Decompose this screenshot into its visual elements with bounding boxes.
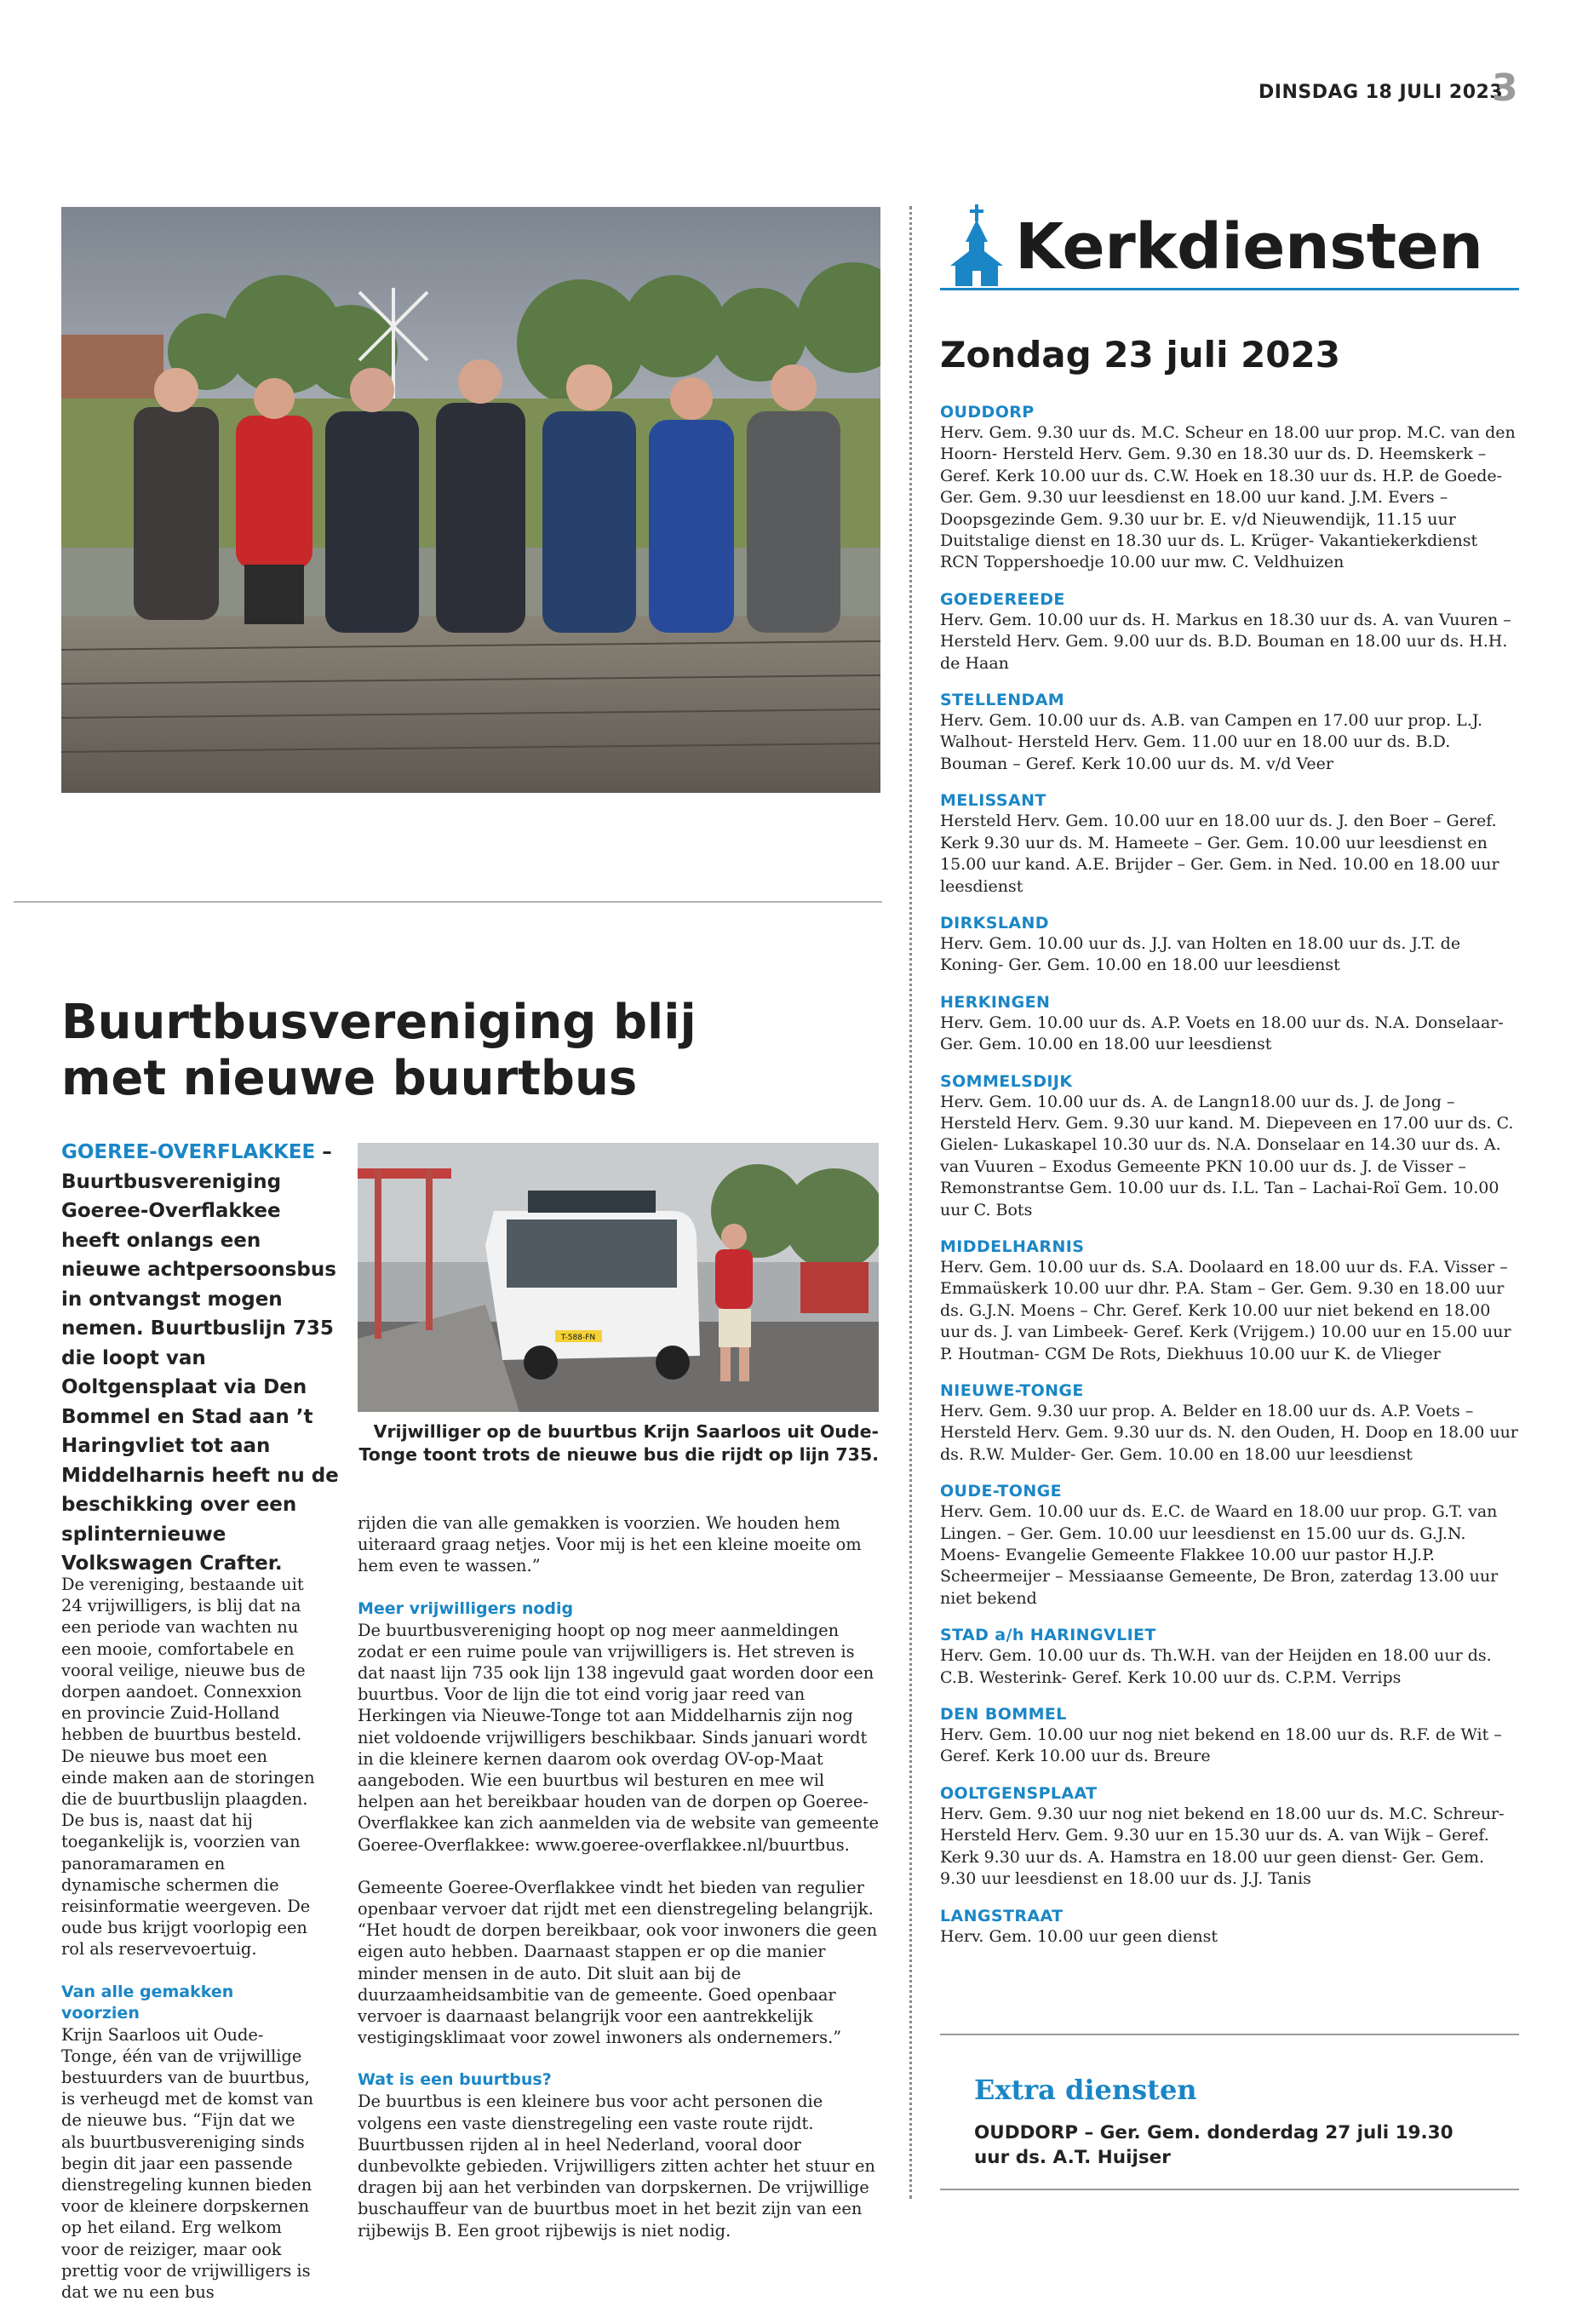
subheading: Van alle gemakken voorzien xyxy=(61,1982,234,2023)
service-entry xyxy=(940,589,1521,674)
church-service-list xyxy=(940,402,1521,1963)
subheading: Meer vrijwilligers nodig xyxy=(358,1598,574,1618)
headline-line-1: Buurtbusvereniging blij xyxy=(61,995,697,1050)
service-text: Hersteld Herv. Gem. 10.00 uur en 18.00 uur ds. J. den Boer – Geref. Kerk 9.30 uur ds. M. Hameete – Ger. Gem. 10.00 uur leesdienst en 15.00 uur kand. A.E. Brijder – Ger. Gem. in Ned. 10.00 en 18.00 uur leesdienst xyxy=(940,812,1499,896)
service-text: Herv. Gem. 10.00 uur ds. A.B. van Campen en 17.00 uur prop. L.J. Walhout- Hersteld Herv. Gem. 11.00 uur en 18.00 uur ds. B.D. Bouman – Geref. Kerk 10.00 uur ds. M. v/d Veer xyxy=(940,711,1483,773)
service-text: Herv. Gem. 10.00 uur ds. A. de Langn18.00 uur ds. J. de Jong – Hersteld Herv. Gem. 9.30 uur kand. M. Diepeveen en 17.00 uur ds. C. Gielen- Lukaskapel 10.30 uur ds. N.A. Donselaar en 14.30 uur ds. A. van Vuuren – Exodus Gemeente PKN 10.00 uur ds. J. de Visser – Remonstrantse Gem. 10.00 uur ds. I.L. Tan – Lachai-Roï Gem. 10.00 uur C. Bots xyxy=(940,1092,1514,1219)
service-place: GOEDEREEDE xyxy=(940,589,1065,609)
article-column-1 xyxy=(61,1574,317,2324)
service-text: Herv. Gem. 10.00 uur ds. S.A. Doolaard en 18.00 uur ds. F.A. Visser – Emmaüskerk 10.00 uur dhr. P.A. Stam – Ger. Gem. 9.30 en 18.00 uur ds. G.J.N. Moens – Chr. Geref. Kerk 10.00 uur niet bekend en 18.00 uur ds. J. van Limbeek- Geref. Kerk (Vrijgem.) 10.00 uur en 15.00 uur P. Houtman- CGM De Rots, Diekhuus 10.00 uur K. de Vlieger xyxy=(940,1257,1511,1363)
service-place: DEN BOMMEL xyxy=(940,1705,1067,1724)
service-entry xyxy=(940,690,1521,775)
subheading: Wat is een buurtbus? xyxy=(358,2070,552,2090)
service-text: Herv. Gem. 10.00 uur ds. H. Markus en 18.30 uur ds. A. van Vuuren – Hersteld Herv. Gem. 9.00 uur ds. B.D. Bouman en 18.00 uur ds. H.H. de Haan xyxy=(940,610,1511,673)
extra-divider-bottom xyxy=(940,2189,1519,2190)
service-place: LANGSTRAAT xyxy=(940,1906,1064,1925)
service-place: SOMMELSDIJK xyxy=(940,1071,1073,1091)
service-entry xyxy=(940,1380,1521,1466)
body-paragraph: De buurtbus is een kleinere bus voor acht personen die volgens een vaste dienstregeling een vaste route rijdt. Buurtbussen rijden al in heel Nederland, vooral door dunbevolkte gebieden. Vrijwilligers zitten achter het stuur en dragen bij aan het verbinden van dorpskernen. De vrijwillige buschauffeur van de buurtbus moet in het bezit zijn van een rijbewijs B. Een groot rijbewijs is niet nodig. xyxy=(358,2092,875,2241)
body-paragraph: Krijn Saarloos uit Oude-Tonge, één van de vrijwillige bestuurders van de buurtbus, is verheugd met de komst van de nieuwe bus. “Fijn dat we als buurtbusvereniging sinds begin dit jaar een passende dienstregeling kunnen bieden voor de kleinere dorpskernen op het eiland. Erg welkom voor de reiziger, maar ook prettig voor de vrijwilligers is dat we nu een bus xyxy=(61,2024,314,2303)
service-place: OOLTGENSPLAAT xyxy=(940,1783,1098,1803)
lead-text: Buurtbusvereniging Goeree-Overflakkee heeft onlangs een nieuwe achtpersoonsbus in ontvangst mogen nemen. Buurtbuslijn 735 die loopt van Ooltgensplaat via Den Bommel en Stad aan ’t Haringvliet tot aan Middelharnis heeft nu de beschikking over een splinternieuwe Volkswagen Crafter. xyxy=(61,1170,339,1575)
group-photo xyxy=(61,207,880,793)
service-place: MELISSANT xyxy=(940,791,1046,811)
headline-line-2: met nieuwe buurtbus xyxy=(61,1051,638,1106)
article-column-2 xyxy=(358,1512,879,2263)
service-entry xyxy=(940,992,1521,1056)
bus-photo xyxy=(358,1143,879,1412)
service-place: STELLENDAM xyxy=(940,691,1065,710)
extra-diensten-title: Extra diensten xyxy=(974,2074,1197,2106)
body-paragraph: rijden die van alle gemakken is voorzien. We houden hem uiteraard graag netjes. Voor mij is het een kleine moeite om hem even te wassen.” xyxy=(358,1513,862,1576)
issue-date: DINSDAG 18 JULI 2023 xyxy=(1259,82,1504,103)
service-place: OUDE-TONGE xyxy=(940,1482,1063,1501)
service-entry xyxy=(940,790,1521,898)
article-lead xyxy=(61,1138,342,1579)
service-place: OUDDORP xyxy=(940,403,1035,422)
service-place: STAD a/h HARINGVLIET xyxy=(940,1626,1156,1645)
section-divider xyxy=(14,901,882,903)
service-text: Herv. Gem. 9.30 uur nog niet bekend en 18.00 uur ds. M.C. Schreur- Hersteld Herv. Gem. 9.30 uur en 15.30 uur ds. A. van Wijk – Geref. Kerk 9.30 uur ds. A. Hamstra en 18.00 uur geen dienst- Ger. Gem. 9.30 uur leesdienst en 18.00 uur ds. J.J. Tanis xyxy=(940,1804,1505,1889)
service-place: HERKINGEN xyxy=(940,992,1051,1012)
service-entry xyxy=(940,1704,1521,1768)
service-entry xyxy=(940,1625,1521,1689)
service-text: Herv. Gem. 9.30 uur ds. M.C. Scheur en 18.00 uur prop. M.C. van den Hoorn- Hersteld Herv. Gem. 9.30 en 18.30 uur ds. D. Heemskerk – Geref. Kerk 10.00 uur ds. C.W. Hoek en 18.30 uur ds. H.P. de Goede- Ger. Gem. 9.30 uur leesdienst en 18.00 uur kand. J.M. Evers – Doopsgezinde Gem. 9.30 uur br. E. v/d Nieuwendijk, 11.15 uur Duitstalige dienst en 18.30 uur ds. L. Krüger- Vakantiekerkdienst RCN Toppershoedje 10.00 uur mw. C. Veldhuizen xyxy=(940,423,1516,572)
service-text: Herv. Gem. 10.00 uur ds. E.C. de Waard en 18.00 uur prop. G.T. van Lingen. – Ger. Gem. 10.00 uur leesdienst en 15.00 uur ds. G.J.N. Moens- Evangelie Gemeente Flakkee 10.00 uur pastor H.J.P. Scheermeijer – Messiaanse Gemeente, De Bron, zaterdag 13.00 uur niet bekend xyxy=(940,1502,1499,1608)
extra-divider-top xyxy=(940,2034,1519,2035)
service-entry xyxy=(940,913,1521,977)
service-place: MIDDELHARNIS xyxy=(940,1237,1085,1256)
kerkdiensten-title: Kerkdiensten xyxy=(1015,210,1483,284)
dateline: GOEREE-OVERFLAKKEE xyxy=(61,1141,316,1163)
service-place: NIEUWE-TONGE xyxy=(940,1381,1084,1400)
body-paragraph: De buurtbusvereniging hoopt op nog meer aanmeldingen zodat er een ruime poule van vrijwilligers is. Het streven is dat naast lijn 735 ook lijn 138 ingevuld gaat worden door een buurtbus. Voor de lijn die tot eind vorig jaar reed van Herkingen via Nieuwe-Tonge tot aan Middelharnis zijn nog niet voldoende vrijwilligers beschikbaar. Sinds januari wordt in die kleinere kernen daarom ook overdag OV-op-Maat aangeboden. Wie een buurtbus wil besturen en mee wil helpen aan het bereikbaar houden van de dorpen op Goeree-Overflakkee kan zich aanmelden via de website van gemeente Goeree-Overflakkee: www.goeree-overflakkee.nl/buurtbus. xyxy=(358,1620,879,1855)
extra-diensten-text: OUDDORP – Ger. Gem. donderdag 27 juli 19.30 uur ds. A.T. Huijser xyxy=(974,2122,1453,2168)
bus-license-plate: T-588-FN xyxy=(560,1334,596,1342)
service-text: Herv. Gem. 10.00 uur geen dienst xyxy=(940,1926,1218,1946)
body-paragraph: Gemeente Goeree-Overflakkee vindt het bieden van regulier openbaar vervoer dat rijdt met een dienstregeling belangrijk. “Het houdt de dorpen bereikbaar, ook voor inwoners die geen eigen auto hebben. Daarnaast stappen er op die manier minder mensen in de auto. Dit sluit aan bij de duurzaamheidsambitie van de gemeente. Goed openbaar vervoer is daarnaast belangrijk voor een aantrekkelijk vestigingsklimaat voor zowel inwoners als ondernemers.” xyxy=(358,1877,878,2048)
column-divider xyxy=(909,206,912,2199)
dateline-dash: – xyxy=(315,1141,332,1163)
church-icon xyxy=(950,204,1003,286)
service-text: Herv. Gem. 10.00 uur nog niet bekend en 18.00 uur ds. R.F. de Wit – Geref. Kerk 10.00 uur ds. Breure xyxy=(940,1725,1502,1766)
service-text: Herv. Gem. 10.00 uur ds. J.J. van Holten en 18.00 uur ds. J.T. de Koning- Ger. Gem. 10.00 en 18.00 uur leesdienst xyxy=(940,933,1461,975)
bus-photo-caption: Vrijwilliger op de buurtbus Krijn Saarloos uit Oude-Tonge toont trots de nieuwe bus die rijdt op lijn 735. xyxy=(358,1421,879,1465)
service-entry xyxy=(940,1906,1521,1948)
page-number: 3 xyxy=(1492,66,1518,110)
service-place: DIRKSLAND xyxy=(940,913,1049,932)
service-entry xyxy=(940,1481,1521,1610)
service-entry xyxy=(940,1071,1521,1221)
service-text: Herv. Gem. 9.30 uur prop. A. Belder en 18.00 uur ds. A.P. Voets – Hersteld Herv. Gem. 9.30 uur ds. N. den Ouden, H. Doop en 18.00 uur ds. R.W. Mulder- Ger. Gem. 10.00 en 18.00 uur leesdienst xyxy=(940,1402,1518,1464)
service-text: Herv. Gem. 10.00 uur ds. A.P. Voets en 18.00 uur ds. N.A. Donselaar- Ger. Gem. 10.00 en 18.00 uur leesdienst xyxy=(940,1013,1504,1054)
kerkdiensten-rule xyxy=(940,288,1519,290)
service-entry xyxy=(940,1783,1521,1891)
service-date: Zondag 23 juli 2023 xyxy=(940,334,1340,376)
body-paragraph: De vereniging, bestaande uit 24 vrijwilligers, is blij dat na een periode van wachten nu een mooie, comfortabele en vooral veilige, nieuwe bus de dorpen aandoet. Connexxion en provincie Zuid-Holland hebben de buurtbus besteld. De nieuwe bus moet een einde maken aan de storingen die de buurtbuslijn plaagden. De bus is, naast dat hij toegankelijk is, voorzien van panoramaramen en dynamische schermen die reisinformatie weergeven. De oude bus krijgt voorlopig een rol als reservevoertuig. xyxy=(61,1575,315,1960)
service-text: Herv. Gem. 10.00 uur ds. Th.W.H. van der Heijden en 18.00 uur ds. C.B. Westerink- Geref. Kerk 10.00 uur ds. C.P.M. Verrips xyxy=(940,1646,1492,1687)
service-entry xyxy=(940,402,1521,574)
service-entry xyxy=(940,1237,1521,1365)
article-headline xyxy=(61,995,879,1107)
